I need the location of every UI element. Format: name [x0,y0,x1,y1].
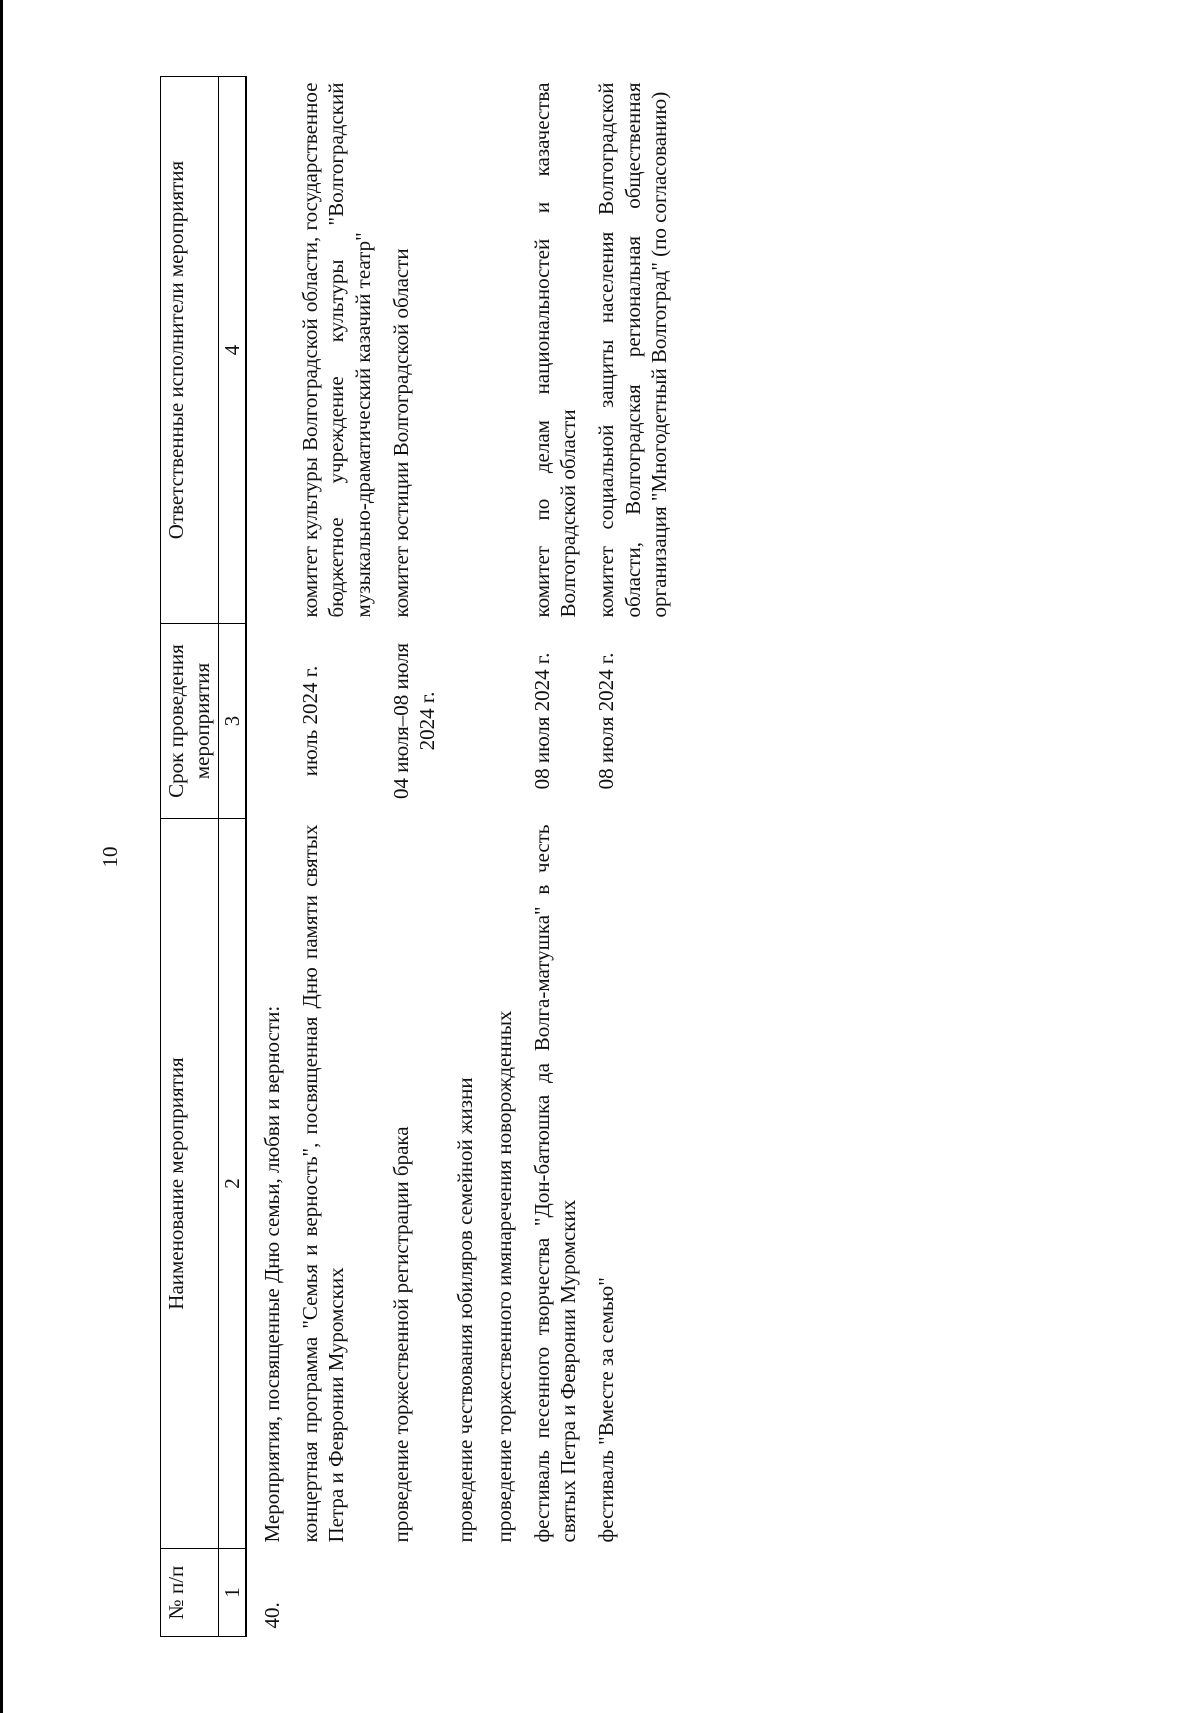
section-date-empty [246,624,285,819]
column-number-row [218,77,246,1637]
event-date: 08 июля 2024 г. [594,652,619,790]
table-row [376,77,441,1637]
section-number: 40. [259,1602,284,1629]
event-responsible [479,77,517,624]
event-name: фестиваль "Вместе за семью" [594,1277,619,1543]
row-number-empty [440,1549,478,1637]
rotated-table-page [160,77,1030,1637]
event-name: проведение торжественной регистрации брака [388,1126,413,1543]
event-responsible: комитет юстиции Волгоградской области [388,248,413,618]
event-date [440,624,478,819]
event-responsible: комитет по делам национальностей и казачества Волгоградской области [529,82,580,618]
event-responsible: комитет социальной защиты населения Волгоградской области, Волгоградская региональная общественная организация "Многодетный Волгоград" (по согласованию) [594,82,671,618]
section-row [246,77,285,1637]
table-row [440,77,478,1637]
event-date: 08 июля 2024 г. [529,652,554,790]
event-name: концертная программа "Семья и верность", посвященная Дню памяти святых Петра и Февронии Муромских [298,824,349,1543]
page-number: 10 [98,846,122,868]
event-name: проведение чествования юбиляров семейной жизни [453,1077,478,1543]
column-number-3: 3 [218,624,246,819]
page-left-border [0,0,3,1713]
event-responsible [440,77,478,624]
table-row [517,77,582,1637]
event-date: июль 2024 г. [298,665,322,777]
row-number-empty [479,1549,517,1637]
header-event-name: Наименование мероприятия [161,819,219,1549]
table-row [285,77,376,1637]
row-number-empty [285,1549,376,1637]
event-name: проведение торжественного имянаречения новорожденных [491,1010,516,1543]
table-row [581,77,672,1637]
column-number-4: 4 [218,77,246,624]
event-date: 04 июля–08 июля 2024 г. [388,642,439,800]
row-number-empty [376,1549,441,1637]
column-number-2: 2 [218,819,246,1549]
row-number-empty [581,1549,672,1637]
section-responsible-empty [246,77,285,624]
section-title: Мероприятия, посвященные Дню семьи, любви и верности: [259,1005,284,1543]
header-date: Срок проведения мероприятия [161,624,219,819]
event-name: фестиваль песенного творчества "Дон-батюшка да Волга-матушка" в честь святых Петра и Февронии Муромских [529,824,580,1543]
column-number-1: 1 [218,1549,246,1637]
events-table [160,76,672,1637]
table-row [479,77,517,1637]
header-responsible: Ответственные исполнители мероприятия [161,77,219,624]
table-header-row [161,77,219,1637]
event-responsible: комитет культуры Волгоградской области, государственное бюджетное учреждение культуры "Волгоградский музыкально-драматический казачий театр" [298,82,375,618]
row-number-empty [517,1549,582,1637]
header-number: № п/п [161,1549,219,1637]
event-date [479,624,517,819]
